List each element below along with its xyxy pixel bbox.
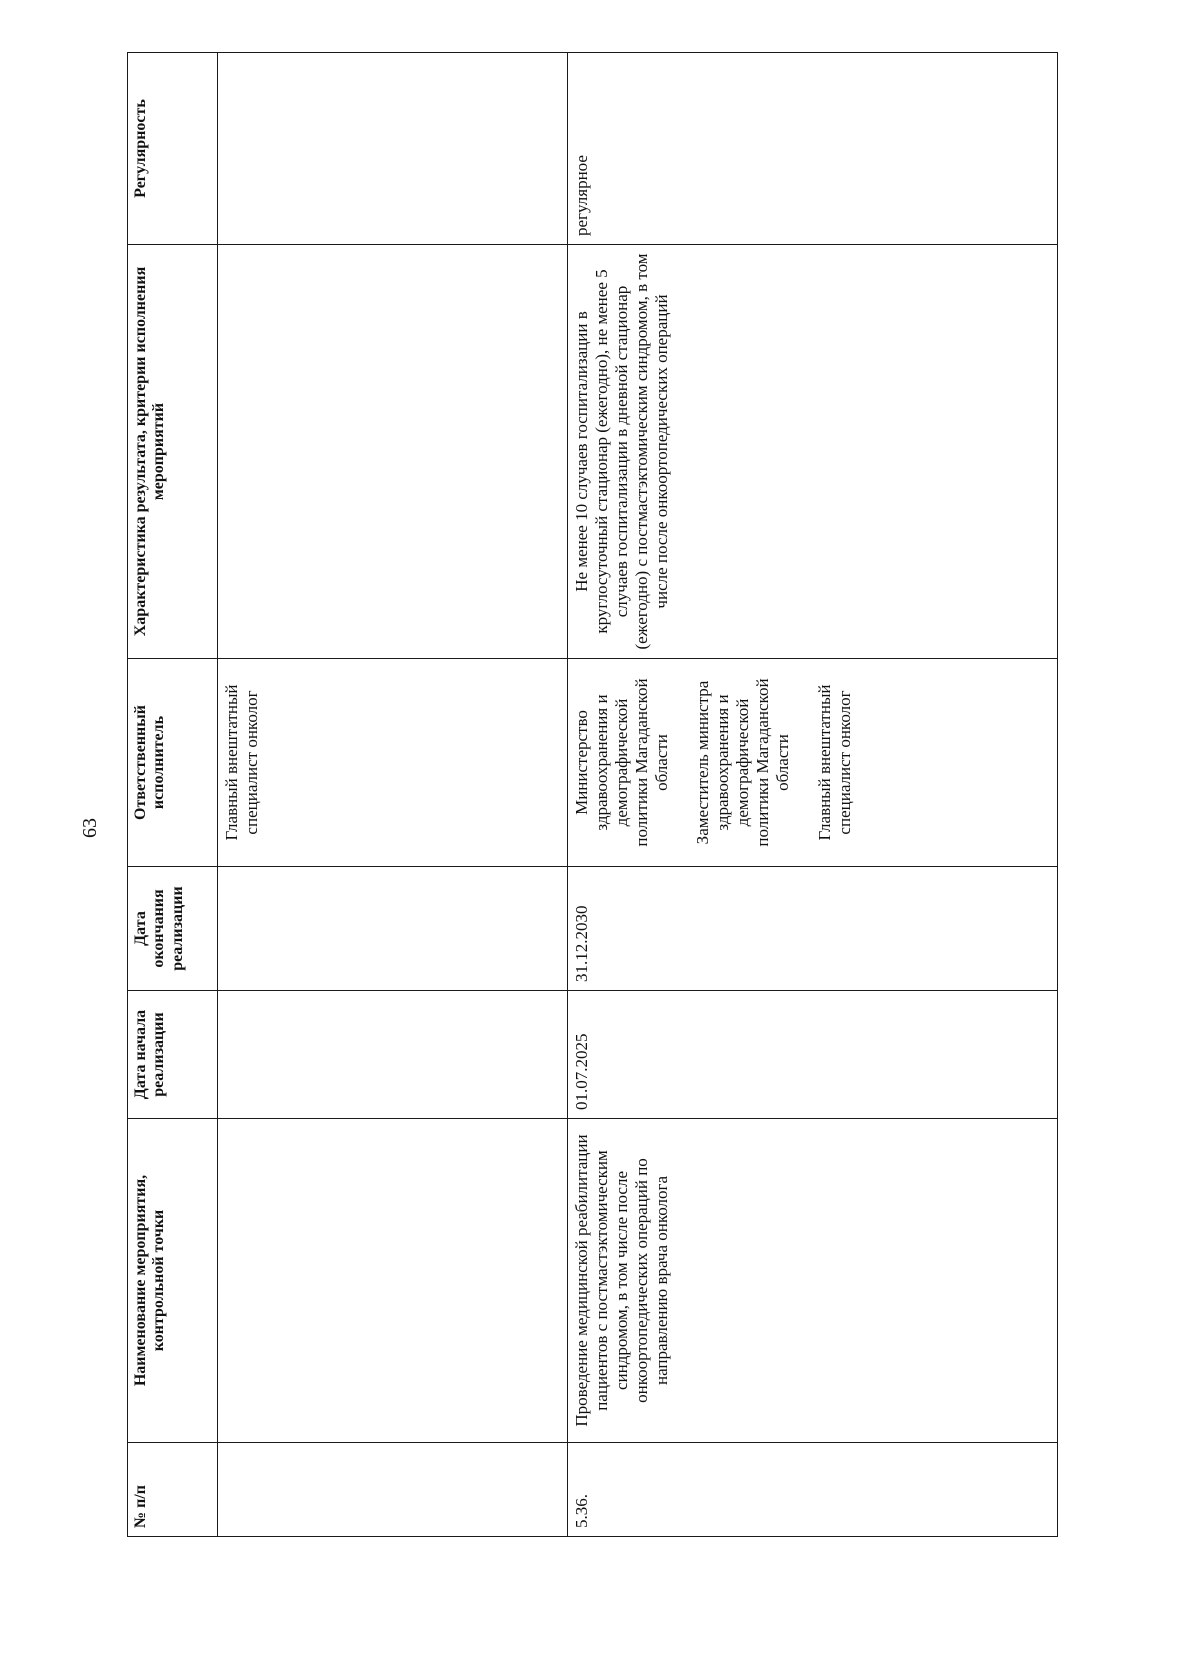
header-responsible: Ответственный исполнитель <box>128 659 218 867</box>
cell-result <box>218 245 568 659</box>
cell-responsible <box>568 659 1058 867</box>
header-end-date: Дата окончания реализации <box>128 867 218 991</box>
cell-result: Не менее 10 случаев госпитализации в круглосуточный стационар (ежегодно), не менее 5 случаев госпитализации в дневной стационар (ежегодно) с постмастэктомическим синдромом, в том числе после онкоортопедических операций <box>568 245 1058 659</box>
measures-table-sheet <box>127 53 1057 1537</box>
cell-responsible <box>218 659 568 867</box>
header-num: № п/п <box>128 1443 218 1537</box>
responsible-text: Главный внештатный специалист онколог <box>814 684 854 841</box>
responsible-text: Министерство здравоохранения и демографической политики Магаданской области <box>572 678 671 847</box>
cell-num <box>218 1443 568 1537</box>
responsible-text: Главный внештатный специалист онколог <box>222 684 261 841</box>
responsible-text: Заместитель министра здравоохранения и демографической политики Магаданской области <box>693 678 792 847</box>
page-number: 63 <box>79 818 101 838</box>
measures-table <box>127 52 1058 1537</box>
header-name: Наименование мероприятия, контрольной точки <box>128 1119 218 1443</box>
header-result: Характеристика результата, критерии исполнения мероприятий <box>128 245 218 659</box>
table-row <box>218 53 568 1537</box>
cell-name: Проведение медицинской реабилитации пациентов с постмастэктомическим синдромом, в том числе после онкоортопедических операций по направлению врача онколога <box>568 1119 1058 1443</box>
table-row <box>568 53 1058 1537</box>
table-header-row <box>128 53 218 1537</box>
header-start-date: Дата начала реализации <box>128 991 218 1119</box>
cell-regularity <box>218 53 568 245</box>
cell-name <box>218 1119 568 1443</box>
cell-end-date: 31.12.2030 <box>568 867 1058 991</box>
cell-num: 5.36. <box>568 1443 1058 1537</box>
cell-end-date <box>218 867 568 991</box>
cell-start-date: 01.07.2025 <box>568 991 1058 1119</box>
header-regularity: Регулярность <box>128 53 218 245</box>
cell-regularity: регулярное <box>568 53 1058 245</box>
cell-start-date <box>218 991 568 1119</box>
